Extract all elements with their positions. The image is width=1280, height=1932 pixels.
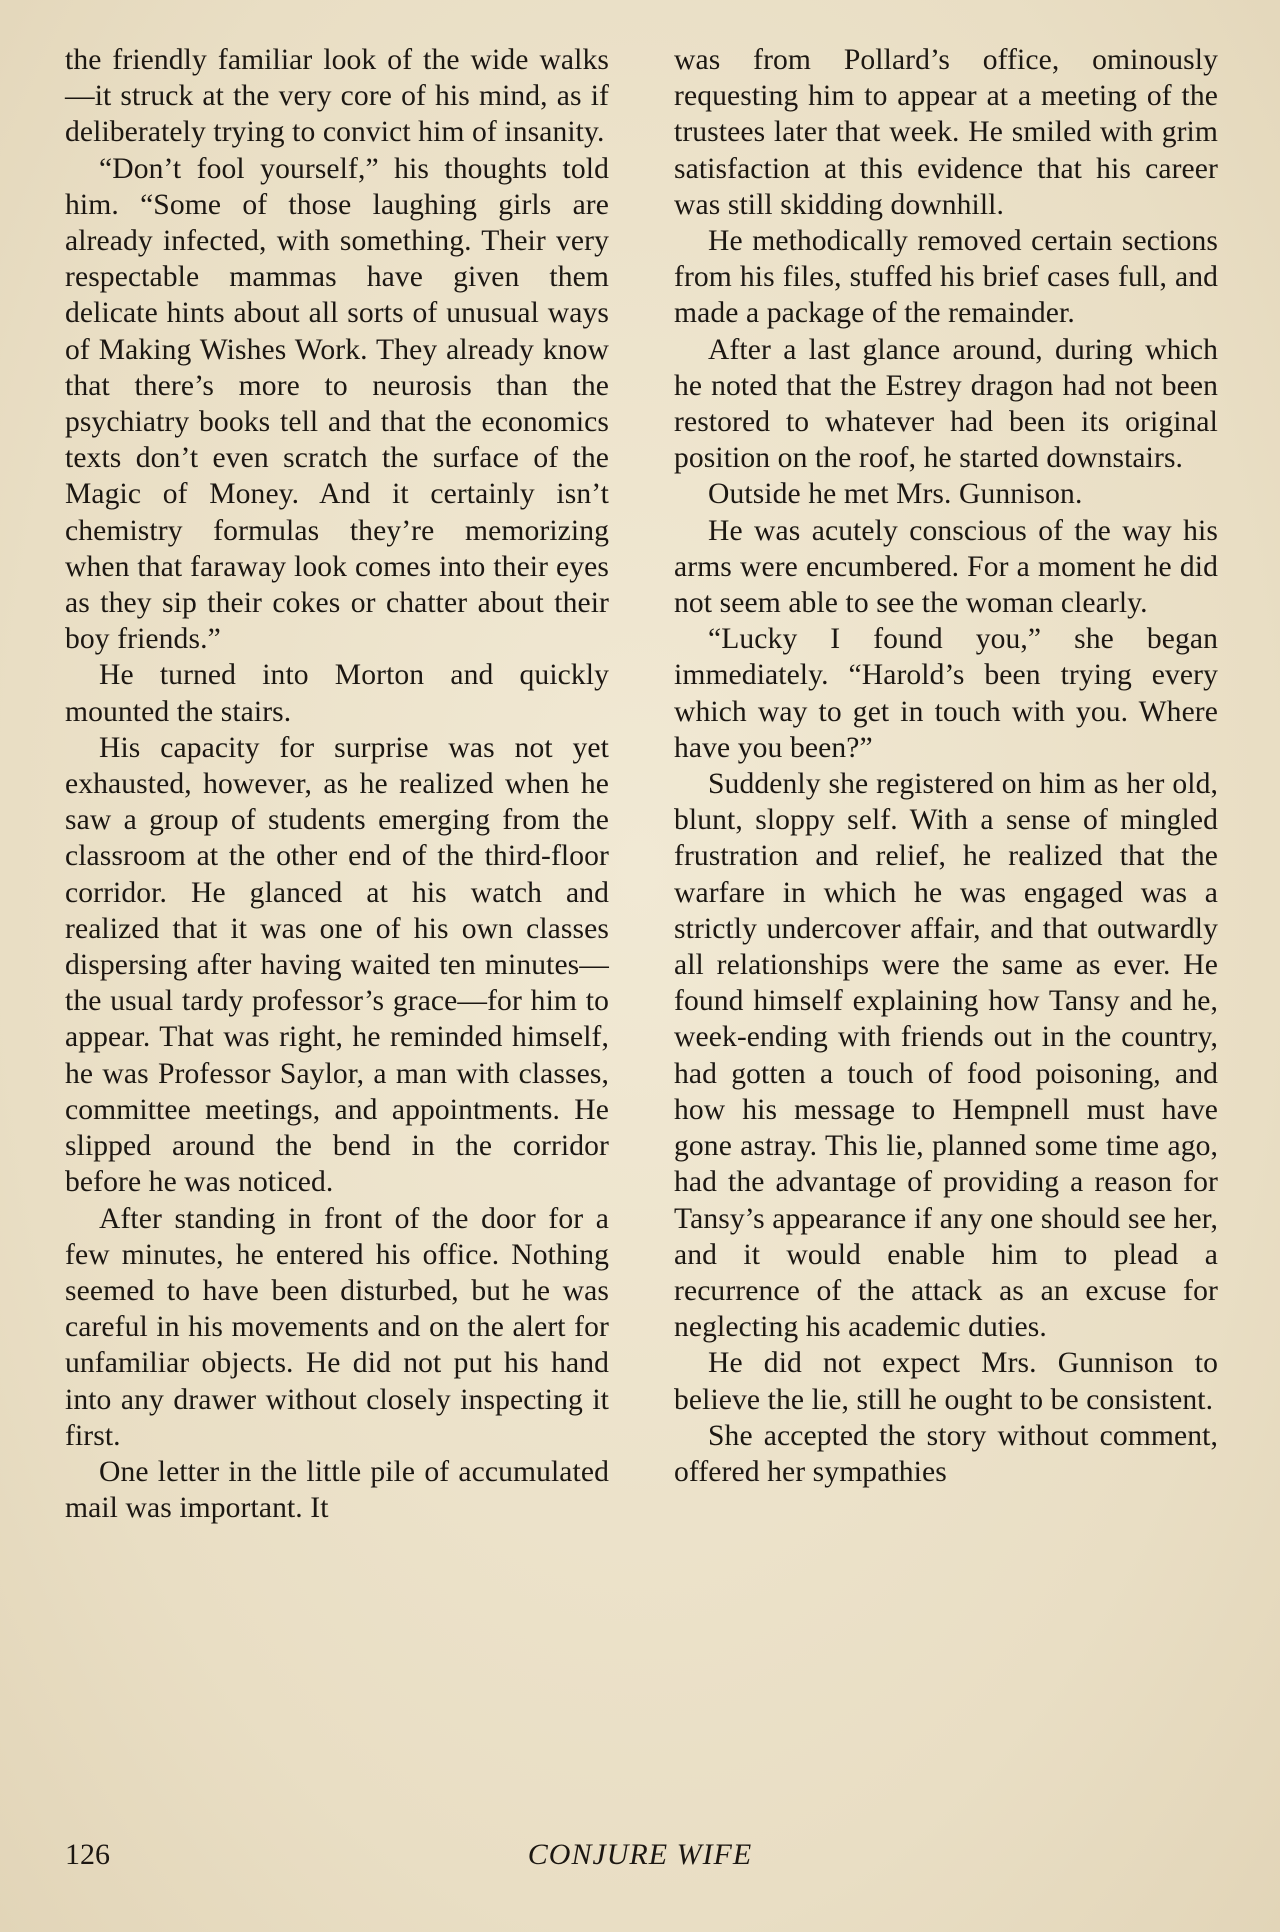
page-number: 126 [65,1838,110,1871]
paragraph: He turned into Morton and quickly mounted the stairs. [65,659,609,728]
paragraph: Outside he met Mrs. Gunnison. [708,478,1083,511]
paragraph: the friendly familiar look of the wide walks—it struck at the very core of his mind, as if deliberately trying to convict him of insanity. [65,44,609,149]
paragraph: “Don’t fool yourself,” his thoughts told him. “Some of those laughing girls are already infected, with something. Their very respectable mammas have given them delicate hints about all sorts of unusual ways of Making Wishes Work. They already know that there’s more to neurosis than the psychiatry books tell and that the economics texts don’t even scratch the surface of the Magic of Money. And it certainly isn’t chemistry formulas they’re memorizing when that faraway look comes into their eyes as they sip their cokes or chatter about their boy friends.” [65,152,609,656]
paragraph: His capacity for surprise was not yet exhausted, however, as he realized when he saw a group of students emerging from the classroom at the other end of the third-floor corridor. He glanced at his watch and realized that it was one of his own classes dispersing after having waited ten minutes—the usual tardy professor’s grace—for him to appear. That was right, he reminded himself, he was Professor Saylor, a man with classes, committee meetings, and appointments. He slipped around the bend in the corridor before he was noticed. [65,731,609,1199]
left-column [65,42,609,1526]
paragraph: She accepted the story without comment, offered her sympathies [674,1419,1218,1488]
paragraph: He did not expect Mrs. Gunnison to believe the lie, still he ought to be consistent. [674,1347,1218,1416]
right-column [674,42,1218,1490]
paragraph: Suddenly she registered on him as her old, blunt, sloppy self. With a sense of mingled frustration and relief, he realized that the warfare in which he was engaged was a strictly undercover affair, and that outwardly all relationships were the same as ever. He found himself explaining how Tansy and he, week-ending with friends out in the country, had gotten a touch of food poisoning, and how his message to Hempnell must have gone astray. This lie, planned some time ago, had the advantage of providing a reason for Tansy’s appearance if any one should see her, and it would enable him to plead a recurrence of the attack as an excuse for neglecting his academic duties. [674,768,1218,1344]
paragraph: After standing in front of the door for a few minutes, he entered his office. Nothing seemed to have been disturbed, but he was careful in his movements and on the alert for unfamiliar objects. He did not put his hand into any drawer without closely inspecting it first. [65,1202,609,1452]
paragraph: After a last glance around, during which he noted that the Estrey dragon had not been restored to whatever had been its original position on the roof, he started downstairs. [674,333,1218,475]
paragraph: was from Pollard’s office, ominously requesting him to appear at a meeting of the trustees later that week. He smiled with grim satisfaction at this evidence that his career was still skidding downhill. [674,44,1218,221]
page-footer [0,1838,1280,1878]
paragraph: One letter in the little pile of accumulated mail was important. It [65,1455,609,1525]
paragraph: He was acutely conscious of the way his arms were encumbered. For a moment he did not seem able to see the woman clearly. [674,514,1218,620]
paragraph: “Lucky I found you,” she began immediately. “Harold’s been trying every which way to get in touch with you. Where have you been?” [674,623,1218,764]
paragraph: He methodically removed certain sections from his files, stuffed his brief cases full, and made a package of the remainder. [674,225,1218,330]
running-title: CONJURE WIFE [527,1838,753,1871]
